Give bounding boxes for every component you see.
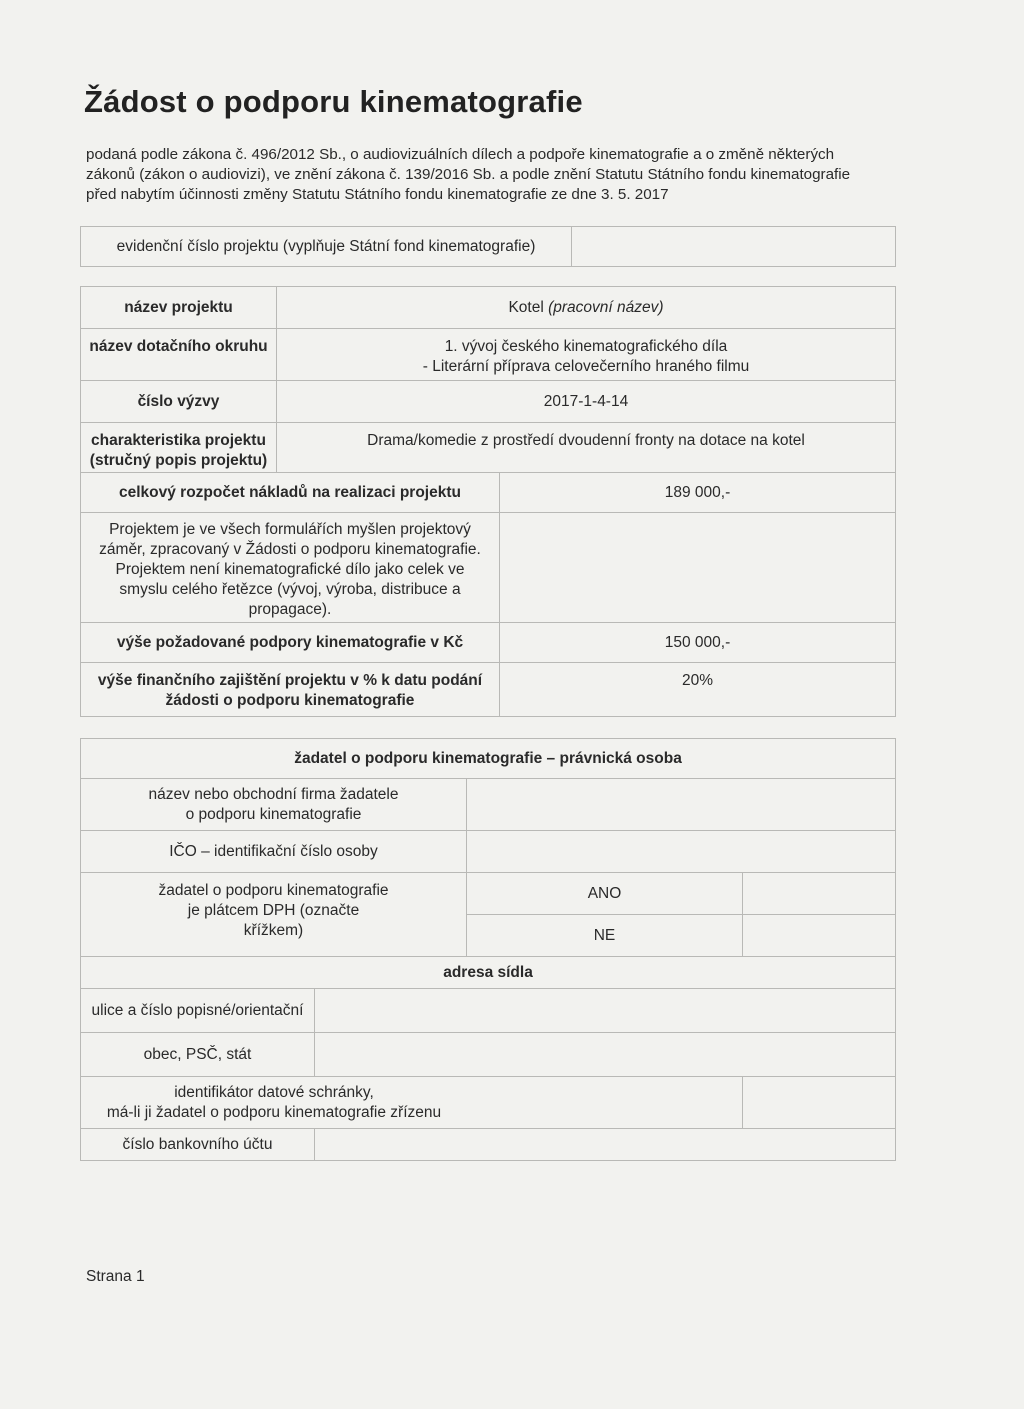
databox-label-line-2: má-li ji žadatel o podporu kinematografie zřízenu	[106, 1103, 442, 1121]
budget-note-line-1: Projektem je ve všech formulářích myšlen projektový	[109, 520, 471, 538]
applicant-name-label-line-2: o podporu kinematografie	[185, 805, 362, 823]
budget-note-line-2: záměr, zpracovaný v Žádosti o podporu kinematografie.	[99, 540, 481, 558]
bank-label: číslo bankovního účtu	[81, 1129, 315, 1161]
applicant-header: žadatel o podporu kinematografie – právnická osoba	[81, 739, 896, 779]
financing-label	[81, 663, 500, 717]
applicant-table	[80, 738, 896, 1161]
call-value: 2017-1-4-14	[277, 381, 896, 423]
evidence-label: evidenční číslo projektu (vyplňuje Státní fond kinematografie)	[81, 227, 572, 267]
vat-yes-label: ANO	[467, 873, 743, 915]
page-number: Strana 1	[86, 1268, 145, 1285]
city-label: obec, PSČ, stát	[81, 1033, 315, 1077]
vat-no-label: NE	[467, 915, 743, 957]
applicant-name-value	[467, 779, 896, 831]
program-value	[277, 329, 896, 381]
address-header: adresa sídla	[81, 957, 896, 989]
vat-label-line-2: je plátcem DPH (označte	[187, 902, 360, 919]
requested-support-label: výše požadované podpory kinematografie v Kč	[81, 623, 500, 663]
intro-line-3: před nabytím účinnosti změny Statutu Státního fondu kinematografie ze dne 3. 5. 2017	[86, 186, 669, 203]
ico-value	[467, 831, 896, 873]
program-value-line-2: - Literární příprava celovečerního hraného filmu	[422, 358, 750, 375]
vat-label-line-1: žadatel o podporu kinematografie	[158, 882, 389, 899]
characteristic-label	[81, 423, 277, 473]
evidence-value	[572, 227, 896, 267]
requested-support-value: 150 000,-	[500, 623, 896, 663]
budget-note-empty	[500, 513, 896, 623]
evidence-table	[80, 226, 896, 267]
call-label: číslo výzvy	[81, 381, 277, 423]
bank-value[interactable]	[315, 1129, 896, 1161]
program-label: název dotačního okruhu	[81, 329, 277, 381]
budget-table	[80, 472, 896, 717]
project-name-label: název projektu	[81, 287, 277, 329]
project-name-note: (pracovní název)	[548, 298, 664, 316]
financing-label-line-2: žádosti o podporu kinematografie	[165, 692, 415, 709]
financing-value: 20%	[500, 663, 896, 717]
intro-line-1: podaná podle zákona č. 496/2012 Sb., o audiovizuálních dílech a podpoře kinematografie a o změně některých	[86, 146, 835, 163]
document-title: Žádost o podporu kinematografie	[84, 84, 583, 119]
project-table	[80, 286, 896, 473]
budget-note-line-5: propagace).	[248, 600, 332, 618]
budget-note-line-3: Projektem není kinematografické dílo jako celek ve	[115, 560, 465, 578]
databox-label-line-1: identifikátor datové schránky,	[174, 1083, 374, 1101]
databox-value[interactable]	[743, 1077, 896, 1129]
project-name-text: Kotel	[508, 298, 544, 316]
budget-note-line-4: smyslu celého řetězce (vývoj, výroba, distribuce a	[119, 580, 461, 598]
applicant-name-label-line-1: název nebo obchodní firma žadatele	[148, 785, 399, 803]
characteristic-label-line-1: charakteristika projektu	[91, 432, 266, 449]
vat-label-line-3: křížkem)	[243, 922, 304, 939]
vat-no-checkbox[interactable]	[743, 915, 896, 957]
vat-yes-checkbox[interactable]	[743, 873, 896, 915]
project-name-value	[277, 287, 896, 329]
vat-label	[81, 873, 467, 957]
budget-total-label: celkový rozpočet nákladů na realizaci projektu	[81, 473, 500, 513]
intro-line-2: zákonů (zákon o audiovizi), ve znění zákona č. 139/2016 Sb. a podle znění Statutu Státního fondu kinematografie	[86, 166, 851, 183]
characteristic-label-line-2: (stručný popis projektu)	[89, 452, 268, 469]
databox-label	[81, 1077, 743, 1129]
street-label: ulice a číslo popisné/orientační	[81, 989, 315, 1033]
ico-label: IČO – identifikační číslo osoby	[81, 831, 467, 873]
applicant-name-label	[81, 779, 467, 831]
street-value[interactable]	[315, 989, 896, 1033]
financing-label-line-1: výše finančního zajištění projektu v % k datu podání	[97, 672, 483, 689]
program-value-line-1: 1. vývoj českého kinematografického díla	[444, 338, 728, 355]
city-value[interactable]	[315, 1033, 896, 1077]
budget-total-value: 189 000,-	[500, 473, 896, 513]
budget-note	[81, 513, 500, 623]
intro-text	[86, 145, 916, 205]
characteristic-value: Drama/komedie z prostředí dvoudenní fronty na dotace na kotel	[277, 423, 896, 473]
